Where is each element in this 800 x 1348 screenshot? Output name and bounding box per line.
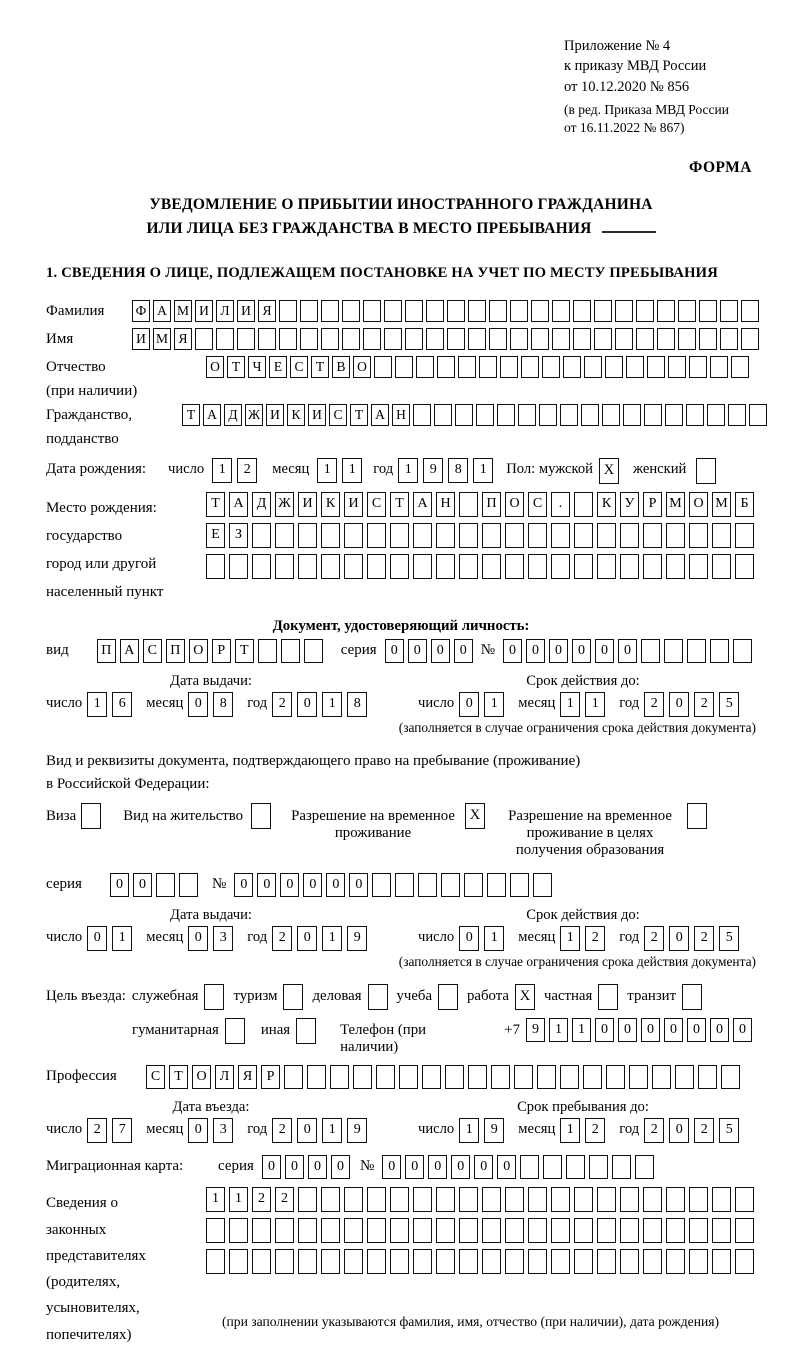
birth-place-row3[interactable] [206, 554, 758, 579]
firstname-label: Имя [46, 331, 74, 348]
birth-day-cells[interactable]: 1 2 [212, 458, 262, 483]
doc-expiry-month-cells[interactable]: 1 1 [560, 692, 610, 717]
purpose-study-checkbox[interactable] [438, 984, 458, 1010]
entry-date-block: Дата въезда: число 2 7 месяц 0 3 год 2 0 1 9 [46, 1099, 418, 1143]
citizenship-cells[interactable]: Т А Д Ж И К И С Т А Н [182, 404, 770, 426]
doc-series-cells[interactable]: 0 0 0 0 [385, 639, 477, 663]
option-visa: Виза [46, 803, 101, 829]
entry-date-title: Дата въезда: [172, 1099, 250, 1116]
appendix-edit-line: от 16.11.2022 № 867) [564, 120, 685, 136]
section1-heading: 1. СВЕДЕНИЯ О ЛИЦЕ, ПОДЛЕЖАЩЕМ ПОСТАНОВКЕ НА УЧЕТ ПО МЕСТУ ПРЕБЫВАНИЯ [46, 265, 718, 282]
residence-options [46, 803, 756, 859]
migration-series-cells[interactable]: 0 0 0 0 [262, 1155, 354, 1179]
residence-expiry-title: Срок действия до: [526, 907, 640, 924]
purpose-tourism-checkbox[interactable] [283, 984, 303, 1010]
visa-checkbox[interactable] [81, 803, 101, 829]
birth-day-label: число [168, 461, 205, 478]
birth-place-row2[interactable]: Е З [206, 523, 758, 548]
sex-male-checkbox[interactable]: X [599, 458, 619, 484]
doc-number-label: № [480, 642, 495, 659]
purpose-row1: Цель въезда: служебная туризм деловая учеба работа X частная транзит [46, 984, 756, 1010]
representatives-row1[interactable]: 1 1 2 2 [206, 1187, 758, 1212]
stay-until-title: Срок пребывания до: [517, 1099, 649, 1116]
sex-female-label: женский [632, 461, 687, 478]
phone-cells[interactable]: 9 1 1 0 0 0 0 0 0 0 [526, 1018, 756, 1042]
appendix-line: от 10.12.2020 № 856 [564, 78, 690, 95]
residence-issue-month-cells[interactable]: 0 3 [188, 926, 238, 951]
patronymic-label: Отчество (при наличии) [46, 359, 138, 400]
residence-issue-day-cells[interactable]: 0 1 [87, 926, 137, 951]
appendix-edit-line: (в ред. Приказа МВД России [564, 101, 729, 117]
purpose-other-checkbox[interactable] [296, 1018, 316, 1044]
residence-issue-title: Дата выдачи: [170, 907, 252, 924]
form-title-line2: ИЛИ ЛИЦА БЕЗ ГРАЖДАНСТВА В МЕСТО ПРЕБЫВАНИЯ [146, 220, 592, 238]
residence-expiry-year-cells[interactable]: 2 0 2 5 [644, 926, 744, 951]
form-label: ФОРМА [688, 159, 752, 177]
representatives-note: (при заполнении указываются фамилия, имя, отчество (при наличии), дата рождения) [222, 1314, 720, 1330]
migration-number-cells[interactable]: 0 0 0 0 0 0 [382, 1155, 658, 1179]
birth-place-cells [206, 492, 758, 585]
doc-expiry-year-cells[interactable]: 2 0 2 5 [644, 692, 744, 717]
residence-series-label: серия [46, 876, 82, 893]
stay-until-block: Срок пребывания до: число 1 9 месяц 1 2 год 2 0 2 5 [418, 1099, 753, 1143]
stay-day-cells[interactable]: 1 9 [459, 1118, 509, 1143]
birth-place-row1[interactable]: Т А Д Ж И К И С Т А Н П О С . К У Р М О М Б [206, 492, 758, 517]
appendix-block [564, 36, 756, 137]
entry-month-cells[interactable]: 0 3 [188, 1118, 238, 1143]
doc-issue-block: Дата выдачи: число 1 6 месяц 0 8 год 2 0 1 8 [46, 673, 418, 717]
doc-series-label: серия [340, 642, 377, 659]
identity-doc-heading: Документ, удостоверяющий личность: [272, 618, 530, 635]
form-title [46, 193, 756, 241]
option-temp-residence-education: Разрешение на временное проживание в целях получения образования [501, 803, 707, 859]
doc-expiry-title: Срок действия до: [526, 673, 640, 690]
residence-number-cells[interactable]: 0 0 0 0 0 0 [234, 873, 556, 897]
birth-place-label: Место рождения: государство город или другой населенный пункт [46, 500, 164, 600]
residence-issue-block: Дата выдачи: число 0 1 месяц 0 3 год 2 0 1 9 [46, 907, 418, 951]
migration-series-label: серия [218, 1158, 254, 1175]
profession-label: Профессия [46, 1068, 117, 1085]
purpose-business-checkbox[interactable] [368, 984, 388, 1010]
migration-card-label: Миграционная карта: [46, 1158, 184, 1175]
purpose-label: Цель въезда: [46, 988, 126, 1005]
purpose-row2: гуманитарная иная Телефон (при наличии) +7 9 1 1 0 0 0 0 0 0 0 [132, 1018, 756, 1056]
stay-year-cells[interactable]: 2 0 2 5 [644, 1118, 744, 1143]
doc-kind-label: вид [46, 642, 69, 659]
stay-month-cells[interactable]: 1 2 [560, 1118, 610, 1143]
residence-expiry-block: Срок действия до: число 0 1 месяц 1 2 год 2 0 2 5 [418, 907, 753, 951]
representatives-cells [206, 1187, 758, 1330]
residence-permit-checkbox[interactable] [251, 803, 271, 829]
residence-expiry-day-cells[interactable]: 0 1 [459, 926, 509, 951]
doc-issue-year-cells[interactable]: 2 0 1 8 [272, 692, 372, 717]
entry-year-cells[interactable]: 2 0 1 9 [272, 1118, 372, 1143]
purpose-official-checkbox[interactable] [204, 984, 224, 1010]
temp-residence-education-checkbox[interactable] [687, 803, 707, 829]
birth-date-label: Дата рождения: [46, 461, 147, 478]
phone-label: Телефон (при наличии) [340, 1022, 427, 1056]
doc-kind-cells[interactable]: П А С П О Р Т [97, 639, 327, 663]
sex-female-checkbox[interactable] [696, 458, 716, 484]
patronymic-cells[interactable]: О Т Ч Е С Т В О [206, 356, 752, 378]
birth-year-cells[interactable]: 1 9 8 1 [398, 458, 498, 483]
surname-label: Фамилия [46, 303, 105, 320]
doc-expiry-day-cells[interactable]: 0 1 [459, 692, 509, 717]
representatives-row3[interactable] [206, 1249, 758, 1274]
option-temp-residence: Разрешение на временное проживание X [289, 803, 485, 842]
appendix-line: к приказу МВД России [564, 58, 707, 75]
birth-month-cells[interactable]: 1 1 [317, 458, 367, 483]
firstname-cells[interactable]: И М Я [132, 328, 762, 350]
residence-number-label: № [212, 876, 227, 893]
option-residence-permit: Вид на жительство [123, 803, 271, 829]
temp-residence-checkbox[interactable]: X [465, 803, 485, 829]
surname-cells[interactable]: Ф А М И Л И Я [132, 300, 762, 322]
doc-number-cells[interactable]: 0 0 0 0 0 0 [503, 639, 756, 663]
birth-month-label: месяц [272, 461, 310, 478]
doc-issue-month-cells[interactable]: 0 8 [188, 692, 238, 717]
representatives-label: Сведения о законных представителях (родителях, усыновителях, попечителях) [46, 1195, 146, 1343]
citizenship-label: Гражданство, подданство [46, 407, 133, 448]
title-blank-line [602, 218, 656, 233]
residence-issue-year-cells[interactable]: 2 0 1 9 [272, 926, 372, 951]
phone-prefix: +7 [504, 1022, 520, 1039]
purpose-work-checkbox[interactable]: X [515, 984, 535, 1010]
residence-doc-text: Вид и реквизиты документа, подтверждающего право на пребывание (проживание) в Российской Федерации: [46, 753, 581, 792]
doc-issue-day-cells[interactable]: 1 6 [87, 692, 137, 717]
purpose-transit-checkbox[interactable] [682, 984, 702, 1010]
residence-series-cells[interactable]: 0 0 [110, 873, 202, 897]
doc-expiry-note: (заполняется в случае ограничения срока действия документа) [398, 720, 756, 736]
birth-year-label: год [373, 461, 394, 478]
doc-issue-title: Дата выдачи: [170, 673, 252, 690]
entry-day-cells[interactable]: 2 7 [87, 1118, 137, 1143]
doc-expiry-block: Срок действия до: число 0 1 месяц 1 1 год 2 0 2 5 [418, 673, 753, 717]
representatives-row2[interactable] [206, 1218, 758, 1243]
purpose-humanitarian-checkbox[interactable] [225, 1018, 245, 1044]
residence-expiry-note: (заполняется в случае ограничения срока действия документа) [398, 954, 756, 970]
residence-expiry-month-cells[interactable]: 1 2 [560, 926, 610, 951]
form-title-line1: УВЕДОМЛЕНИЕ О ПРИБЫТИИ ИНОСТРАННОГО ГРАЖДАНИНА [149, 196, 653, 214]
profession-cells[interactable]: С Т О Л Я Р [146, 1065, 744, 1089]
purpose-private-checkbox[interactable] [598, 984, 618, 1010]
appendix-line: Приложение № 4 [564, 38, 671, 54]
sex-male-label: Пол: мужской [506, 461, 593, 478]
migration-number-label: № [359, 1158, 375, 1175]
